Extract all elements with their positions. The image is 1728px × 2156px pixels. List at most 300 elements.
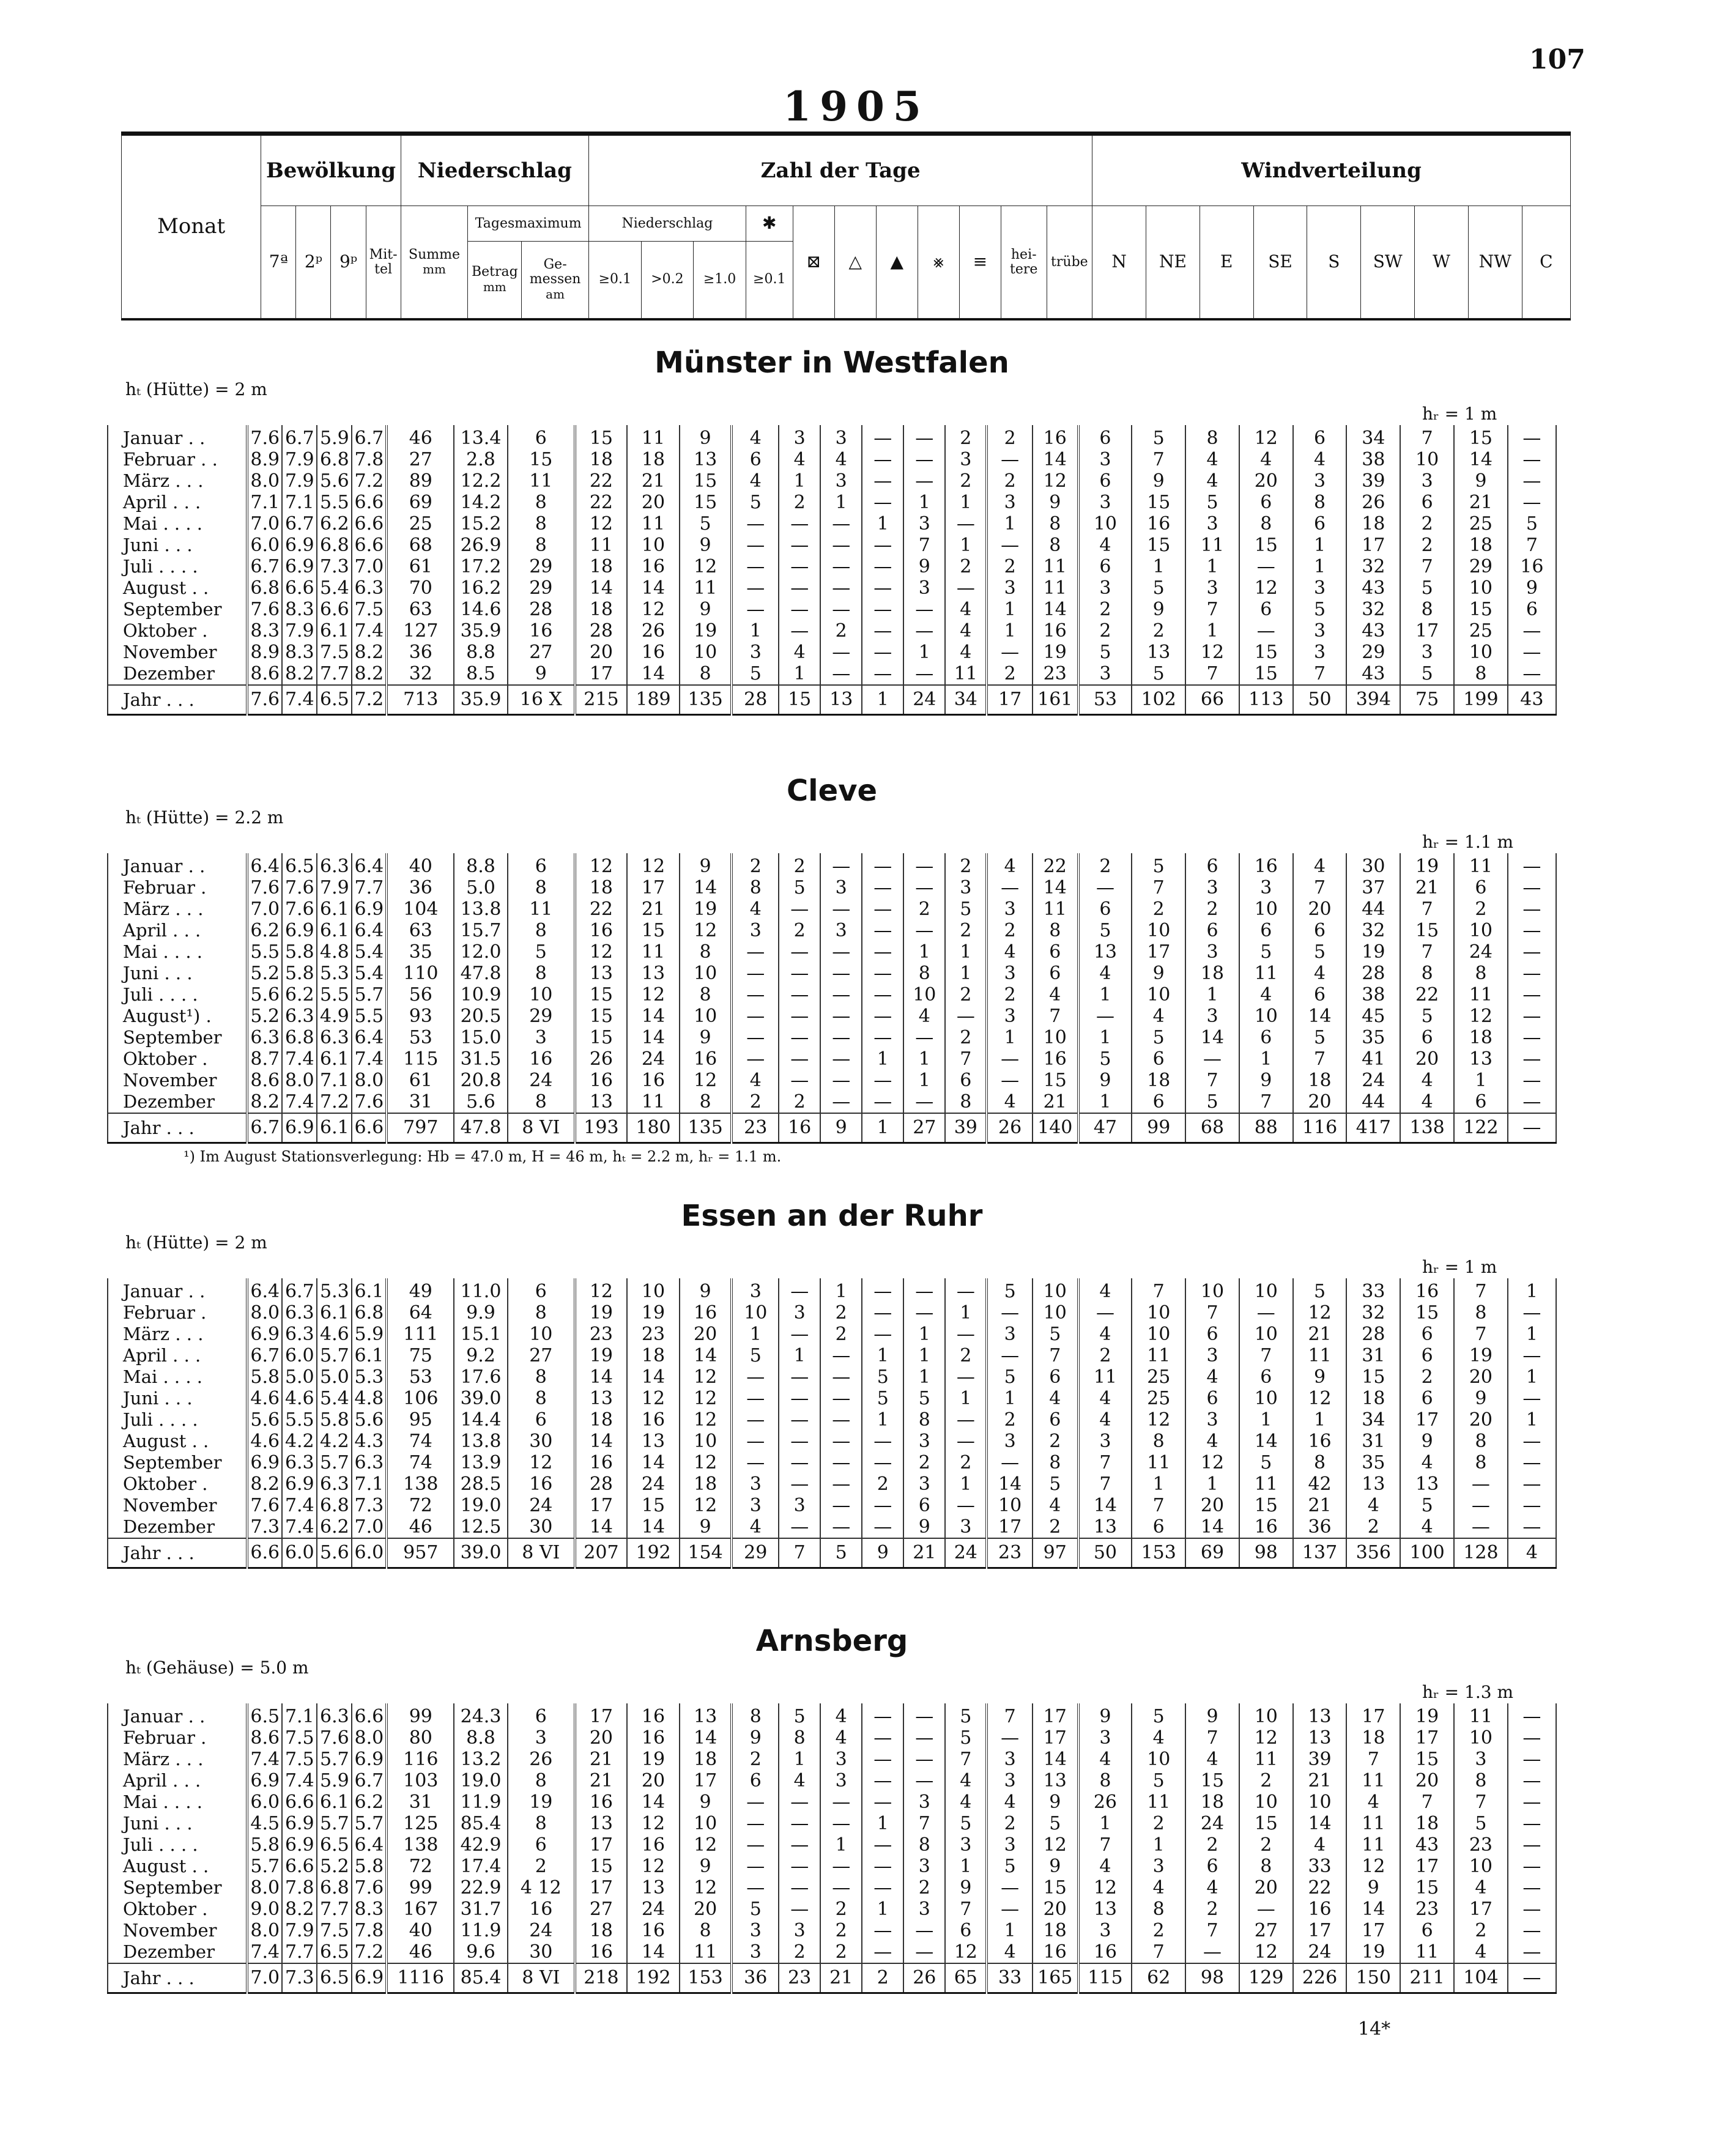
data-cell: 1 — [1078, 1813, 1132, 1834]
data-cell: — — [820, 513, 862, 535]
data-cell: 957 — [387, 1538, 454, 1568]
data-cell: 16 — [627, 1727, 680, 1749]
data-cell: — — [903, 1703, 945, 1727]
data-cell: 5 — [1033, 1324, 1078, 1345]
data-cell: 23 — [1400, 1899, 1454, 1920]
month-row — [108, 1345, 1556, 1366]
data-cell: 22 — [1400, 984, 1454, 1006]
data-cell: — — [820, 1516, 862, 1538]
data-cell: 6.1 — [317, 1048, 352, 1070]
data-cell: 7.4 — [282, 1495, 317, 1516]
data-cell: 16 — [779, 1113, 820, 1143]
data-cell: 104 — [1454, 1963, 1508, 1993]
month-label: August . . — [108, 1431, 247, 1452]
data-cell: 15 — [1454, 425, 1508, 449]
data-cell: — — [862, 1516, 903, 1538]
data-cell: 17 — [1033, 1703, 1078, 1727]
data-cell: 25 — [1454, 513, 1508, 535]
data-cell: — — [779, 963, 820, 984]
data-cell: 18 — [680, 1749, 732, 1770]
data-cell: 8.8 — [454, 642, 508, 663]
data-cell: 8.0 — [352, 1727, 387, 1749]
data-cell: 4 — [1078, 535, 1132, 556]
data-cell: 14.2 — [454, 492, 508, 513]
data-cell: 5 — [1508, 513, 1556, 535]
data-cell: 24 — [945, 1538, 987, 1568]
data-cell: 2 — [1078, 1345, 1132, 1366]
data-cell: 1 — [779, 470, 820, 492]
data-cell: 25 — [1454, 620, 1508, 642]
data-cell: — — [779, 1006, 820, 1027]
data-cell: — — [1078, 1302, 1132, 1324]
data-cell: 16 — [1400, 1278, 1454, 1302]
data-cell: 6.4 — [352, 920, 387, 941]
data-cell: 5 — [1132, 577, 1185, 599]
data-cell: 4 — [1078, 1278, 1132, 1302]
data-cell: 8 — [1033, 513, 1078, 535]
data-cell: — — [903, 877, 945, 898]
data-cell: 3 — [1400, 470, 1454, 492]
data-cell: 1 — [987, 620, 1033, 642]
data-cell: — — [1508, 1027, 1556, 1048]
data-cell: 7 — [1400, 556, 1454, 577]
data-cell: 2 — [779, 853, 820, 877]
month-label: Jahr . . . — [108, 1538, 247, 1568]
data-cell: 22 — [1033, 853, 1078, 877]
data-cell: 21 — [627, 898, 680, 920]
data-cell: 1 — [945, 1856, 987, 1877]
data-cell: — — [1508, 1388, 1556, 1409]
header-wind-se: SE — [1253, 206, 1307, 319]
data-cell: 14 — [1185, 1516, 1239, 1538]
data-cell: 7 — [1239, 1345, 1293, 1366]
data-cell: 5.8 — [282, 963, 317, 984]
data-cell: 17 — [987, 1516, 1033, 1538]
page-year-title: 1905 — [783, 83, 930, 130]
data-cell: 10 — [1239, 1006, 1293, 1027]
data-cell: 6 — [1033, 963, 1078, 984]
month-label: April . . . — [108, 1770, 247, 1791]
data-cell: 6.9 — [352, 898, 387, 920]
data-cell: 6 — [1185, 920, 1239, 941]
data-cell: 192 — [627, 1538, 680, 1568]
data-cell: 39.0 — [454, 1388, 508, 1409]
data-cell: — — [903, 599, 945, 620]
data-cell: 3 — [945, 1516, 987, 1538]
data-cell: — — [1508, 1813, 1556, 1834]
data-cell: 27 — [508, 1345, 575, 1366]
data-cell: 7 — [945, 1048, 987, 1070]
data-cell: 16 X — [508, 685, 575, 715]
data-cell: 14 — [1033, 877, 1078, 898]
data-cell: 6 — [1132, 1091, 1185, 1113]
data-cell: 6 — [1293, 920, 1347, 941]
data-cell: 10 — [680, 1006, 732, 1027]
data-cell: 18 — [575, 877, 628, 898]
data-cell: — — [732, 535, 779, 556]
data-cell: 5 — [779, 877, 820, 898]
data-cell: 5.2 — [317, 1856, 352, 1877]
data-cell: 12 — [1239, 1727, 1293, 1749]
data-cell: 7 — [1400, 425, 1454, 449]
data-cell: — — [1508, 898, 1556, 920]
data-cell: 7 — [1454, 1791, 1508, 1813]
data-cell: 8 — [1454, 663, 1508, 685]
data-cell: 24 — [1346, 1070, 1400, 1091]
data-cell: 2 — [1400, 1366, 1454, 1388]
header-wind-e: E — [1200, 206, 1253, 319]
summe-unit: mm — [423, 261, 446, 276]
data-cell: 7 — [1185, 1920, 1239, 1941]
station-title: Essen an der Ruhr — [681, 1199, 983, 1233]
data-cell: 6 — [1239, 1027, 1293, 1048]
data-cell: — — [945, 1409, 987, 1431]
month-row — [108, 1834, 1556, 1856]
data-cell: — — [1454, 1516, 1508, 1538]
data-cell: 6.6 — [317, 599, 352, 620]
data-cell: 2 — [987, 920, 1033, 941]
month-label: Februar . . — [108, 449, 247, 470]
data-cell: 11 — [1454, 1703, 1508, 1727]
data-cell: 4.8 — [317, 941, 352, 963]
data-cell: 56 — [387, 984, 454, 1006]
data-cell: 3 — [1078, 1920, 1132, 1941]
data-cell: 10 — [1132, 1302, 1185, 1324]
data-cell: 3 — [820, 470, 862, 492]
data-cell: 127 — [387, 620, 454, 642]
data-cell: 34 — [945, 685, 987, 715]
data-cell: — — [862, 1302, 903, 1324]
data-cell: 40 — [387, 1920, 454, 1941]
data-cell: 16 — [627, 1703, 680, 1727]
data-cell: 5 — [732, 492, 779, 513]
data-cell: — — [862, 620, 903, 642]
data-cell: 7.4 — [352, 1048, 387, 1070]
data-cell: — — [779, 1324, 820, 1345]
data-cell: 6.7 — [352, 1770, 387, 1791]
data-cell: 18 — [1346, 513, 1400, 535]
data-cell: 2 — [945, 1452, 987, 1473]
data-cell: 32 — [1346, 1302, 1400, 1324]
month-row — [108, 577, 1556, 599]
data-cell: 5.7 — [317, 1813, 352, 1834]
data-cell: 8 — [1239, 1856, 1293, 1877]
data-cell: — — [987, 1877, 1033, 1899]
data-cell: 4 — [1132, 1727, 1185, 1749]
data-cell: 6.9 — [282, 1113, 317, 1143]
data-cell: — — [862, 470, 903, 492]
data-cell: 2 — [820, 620, 862, 642]
data-cell: 10 — [1293, 1791, 1347, 1813]
month-row — [108, 1877, 1556, 1899]
data-cell: 3 — [1293, 577, 1347, 599]
data-cell: 15 — [680, 492, 732, 513]
data-cell: 10 — [508, 1324, 575, 1345]
data-cell: — — [820, 1791, 862, 1813]
data-cell: 5.0 — [454, 877, 508, 898]
data-cell: — — [862, 963, 903, 984]
data-cell: 8.0 — [352, 1070, 387, 1091]
data-cell: 6.8 — [282, 1027, 317, 1048]
data-cell: 6 — [1239, 492, 1293, 513]
data-cell: — — [779, 1791, 820, 1813]
data-cell: — — [779, 1366, 820, 1388]
data-cell: 12 — [1239, 577, 1293, 599]
graupel-icon: ▲ — [876, 206, 918, 319]
data-cell: 1 — [1293, 1409, 1347, 1431]
data-cell: 62 — [1132, 1963, 1185, 1993]
data-cell: — — [903, 663, 945, 685]
data-cell: 14 — [1293, 1006, 1347, 1027]
data-cell: 6.7 — [352, 425, 387, 449]
data-cell: 12 — [680, 1070, 732, 1091]
data-cell: 3 — [732, 1495, 779, 1516]
data-cell: — — [1508, 449, 1556, 470]
data-cell: — — [945, 1366, 987, 1388]
data-cell: — — [1239, 1899, 1293, 1920]
data-cell: 75 — [1400, 685, 1454, 715]
month-label: Februar . — [108, 1302, 247, 1324]
data-cell: 18 — [1346, 1727, 1400, 1749]
data-cell: 29 — [508, 577, 575, 599]
month-row — [108, 1749, 1556, 1770]
data-cell: — — [1508, 425, 1556, 449]
data-cell: — — [779, 1899, 820, 1920]
data-cell: 1 — [1078, 1091, 1132, 1113]
data-cell: 7.5 — [352, 599, 387, 620]
data-cell: 5.4 — [317, 1388, 352, 1409]
data-cell: 2 — [1346, 1516, 1400, 1538]
data-cell: 74 — [387, 1431, 454, 1452]
data-cell: 24 — [508, 1495, 575, 1516]
data-cell: 4 — [1033, 1495, 1078, 1516]
data-cell: 15 — [680, 470, 732, 492]
data-cell: 1 — [862, 1409, 903, 1431]
station-data-table — [107, 425, 1557, 716]
data-cell: 1 — [862, 1113, 903, 1143]
data-cell: 7 — [945, 1899, 987, 1920]
data-cell: 7.2 — [352, 1941, 387, 1963]
data-cell: 16 — [575, 1070, 628, 1091]
data-cell: 6.5 — [317, 1834, 352, 1856]
data-cell: 16 — [627, 1920, 680, 1941]
data-cell: — — [1508, 1920, 1556, 1941]
data-cell: 4 — [1454, 1877, 1508, 1899]
data-cell: 7.5 — [282, 1727, 317, 1749]
station-ht-height: hₜ (Hütte) = 2 m — [125, 379, 267, 399]
data-cell: 3 — [1239, 877, 1293, 898]
data-cell: 15 — [1132, 535, 1185, 556]
header-betrag — [468, 242, 522, 319]
data-cell: 85.4 — [454, 1813, 508, 1834]
month-label: März . . . — [108, 1324, 247, 1345]
data-cell: 15.1 — [454, 1324, 508, 1345]
data-cell: 9.0 — [247, 1899, 282, 1920]
data-cell: 16 — [1293, 1431, 1347, 1452]
month-label: Juni . . . — [108, 1813, 247, 1834]
data-cell: 9.9 — [454, 1302, 508, 1324]
data-cell: 20 — [1400, 1048, 1454, 1070]
data-cell: 34 — [1346, 1409, 1400, 1431]
data-cell: 1 — [1293, 535, 1347, 556]
data-cell: 8 — [1454, 1302, 1508, 1324]
data-cell: 9 — [680, 853, 732, 877]
data-cell: 3 — [1185, 1345, 1239, 1366]
data-cell: — — [1078, 877, 1132, 898]
data-cell: 13.8 — [454, 1431, 508, 1452]
data-cell: 28 — [575, 1473, 628, 1495]
data-cell: 2 — [945, 1345, 987, 1366]
data-cell: 4 12 — [508, 1877, 575, 1899]
data-cell: 20.8 — [454, 1070, 508, 1091]
data-cell: — — [862, 663, 903, 685]
data-cell: 18 — [575, 449, 628, 470]
data-cell: 17 — [1454, 1899, 1508, 1920]
data-cell: 11 — [945, 663, 987, 685]
data-cell: 2 — [1454, 1920, 1508, 1941]
data-cell: 16 — [1239, 853, 1293, 877]
data-cell: 5.5 — [352, 1006, 387, 1027]
data-cell: 35.9 — [454, 685, 508, 715]
data-cell: 5 — [508, 941, 575, 963]
month-row — [108, 1516, 1556, 1538]
data-cell: 18 — [575, 599, 628, 620]
data-cell: 7 — [1400, 898, 1454, 920]
data-cell: 28 — [1346, 1324, 1400, 1345]
data-cell: 24 — [627, 1899, 680, 1920]
data-cell: 22 — [575, 492, 628, 513]
data-cell: 15 — [779, 685, 820, 715]
data-cell: 5.2 — [247, 1006, 282, 1027]
data-cell: 65 — [945, 1963, 987, 1993]
data-cell: 10 — [508, 984, 575, 1006]
data-cell: 14 — [1185, 1027, 1239, 1048]
data-cell: 6.9 — [247, 1452, 282, 1473]
data-cell: 4.8 — [352, 1388, 387, 1409]
data-cell: 63 — [387, 920, 454, 941]
data-cell: 24 — [627, 1048, 680, 1070]
data-cell: 22 — [575, 470, 628, 492]
data-cell: 10 — [1454, 920, 1508, 941]
data-cell: 9 — [680, 425, 732, 449]
data-cell: 6.1 — [317, 898, 352, 920]
month-label: Oktober . — [108, 1473, 247, 1495]
month-label: November — [108, 1920, 247, 1941]
data-cell: — — [1508, 1345, 1556, 1366]
data-cell: 16 — [627, 642, 680, 663]
data-cell: 6 — [1293, 984, 1347, 1006]
data-cell: 16 — [1033, 620, 1078, 642]
data-cell: 7.1 — [247, 492, 282, 513]
data-cell: 5 — [1132, 1027, 1185, 1048]
data-cell: 22.9 — [454, 1877, 508, 1899]
month-row — [108, 941, 1556, 963]
data-cell: 7.2 — [352, 470, 387, 492]
data-cell: — — [945, 577, 987, 599]
data-cell: 9 — [680, 1856, 732, 1877]
data-cell: 15 — [1400, 1302, 1454, 1324]
data-cell: 17 — [1400, 1856, 1454, 1877]
data-cell: 135 — [680, 1113, 732, 1143]
data-cell: 5.3 — [317, 963, 352, 984]
data-cell: 10 — [1400, 449, 1454, 470]
data-cell: 36 — [1293, 1516, 1347, 1538]
data-cell: 10 — [1132, 920, 1185, 941]
data-cell: 6 — [1239, 599, 1293, 620]
data-cell: 8 VI — [508, 1538, 575, 1568]
data-cell: 10 — [987, 1495, 1033, 1516]
station-title: Cleve — [786, 774, 878, 808]
data-cell: 7.1 — [317, 1070, 352, 1091]
data-cell: 13 — [575, 1091, 628, 1113]
data-cell: 3 — [987, 1006, 1033, 1027]
data-cell: — — [903, 1749, 945, 1770]
data-cell: 1 — [732, 1324, 779, 1345]
betrag-unit: mm — [483, 279, 506, 294]
data-cell: 2 — [1400, 535, 1454, 556]
data-cell: 15 — [1400, 1749, 1454, 1770]
data-cell: 4 — [987, 853, 1033, 877]
data-cell: 5 — [680, 513, 732, 535]
data-cell: 6.9 — [247, 1324, 282, 1345]
data-cell: 33 — [1346, 1278, 1400, 1302]
data-cell: 6 — [1293, 425, 1347, 449]
data-cell: 5 — [1132, 1770, 1185, 1791]
data-cell: 12 — [1293, 1388, 1347, 1409]
data-cell: 5.7 — [317, 1345, 352, 1366]
data-cell: 19 — [1346, 941, 1400, 963]
data-cell: 8.0 — [247, 470, 282, 492]
data-cell: 24 — [903, 685, 945, 715]
data-cell: 41 — [1346, 1048, 1400, 1070]
data-cell: — — [1508, 1091, 1556, 1113]
data-cell: 7.0 — [247, 1963, 282, 1993]
data-cell: 5 — [1239, 1452, 1293, 1473]
data-cell: — — [1508, 1963, 1556, 1993]
data-cell: — — [732, 577, 779, 599]
data-cell: 1 — [779, 1345, 820, 1366]
data-cell: 12 — [680, 920, 732, 941]
data-cell: 4 — [1185, 449, 1239, 470]
data-cell: 7.3 — [247, 1516, 282, 1538]
data-cell: — — [820, 1091, 862, 1113]
data-cell: 9.2 — [454, 1345, 508, 1366]
data-cell: 9 — [732, 1727, 779, 1749]
data-cell: 10 — [680, 1813, 732, 1834]
fog-icon: ≡ — [959, 206, 1001, 319]
month-label: Januar . . — [108, 853, 247, 877]
data-cell: 97 — [1033, 1538, 1078, 1568]
data-cell: 7.4 — [282, 1516, 317, 1538]
data-cell: 10 — [1078, 513, 1132, 535]
data-cell: 12 — [1239, 1941, 1293, 1963]
data-cell: 21 — [820, 1963, 862, 1993]
data-cell: — — [820, 663, 862, 685]
data-cell: 29 — [1346, 642, 1400, 663]
data-cell: 98 — [1239, 1538, 1293, 1568]
data-cell: 7 — [1185, 599, 1239, 620]
data-cell: 1 — [945, 963, 987, 984]
month-label: März . . . — [108, 1749, 247, 1770]
data-cell: 6 — [1400, 1345, 1454, 1366]
data-cell: 20 — [575, 1727, 628, 1749]
data-cell: 3 — [1185, 577, 1239, 599]
data-cell: 6.3 — [352, 1452, 387, 1473]
data-cell: — — [732, 963, 779, 984]
data-cell: 25 — [387, 513, 454, 535]
data-cell: 15 — [1239, 663, 1293, 685]
data-cell: 15 — [1185, 1770, 1239, 1791]
